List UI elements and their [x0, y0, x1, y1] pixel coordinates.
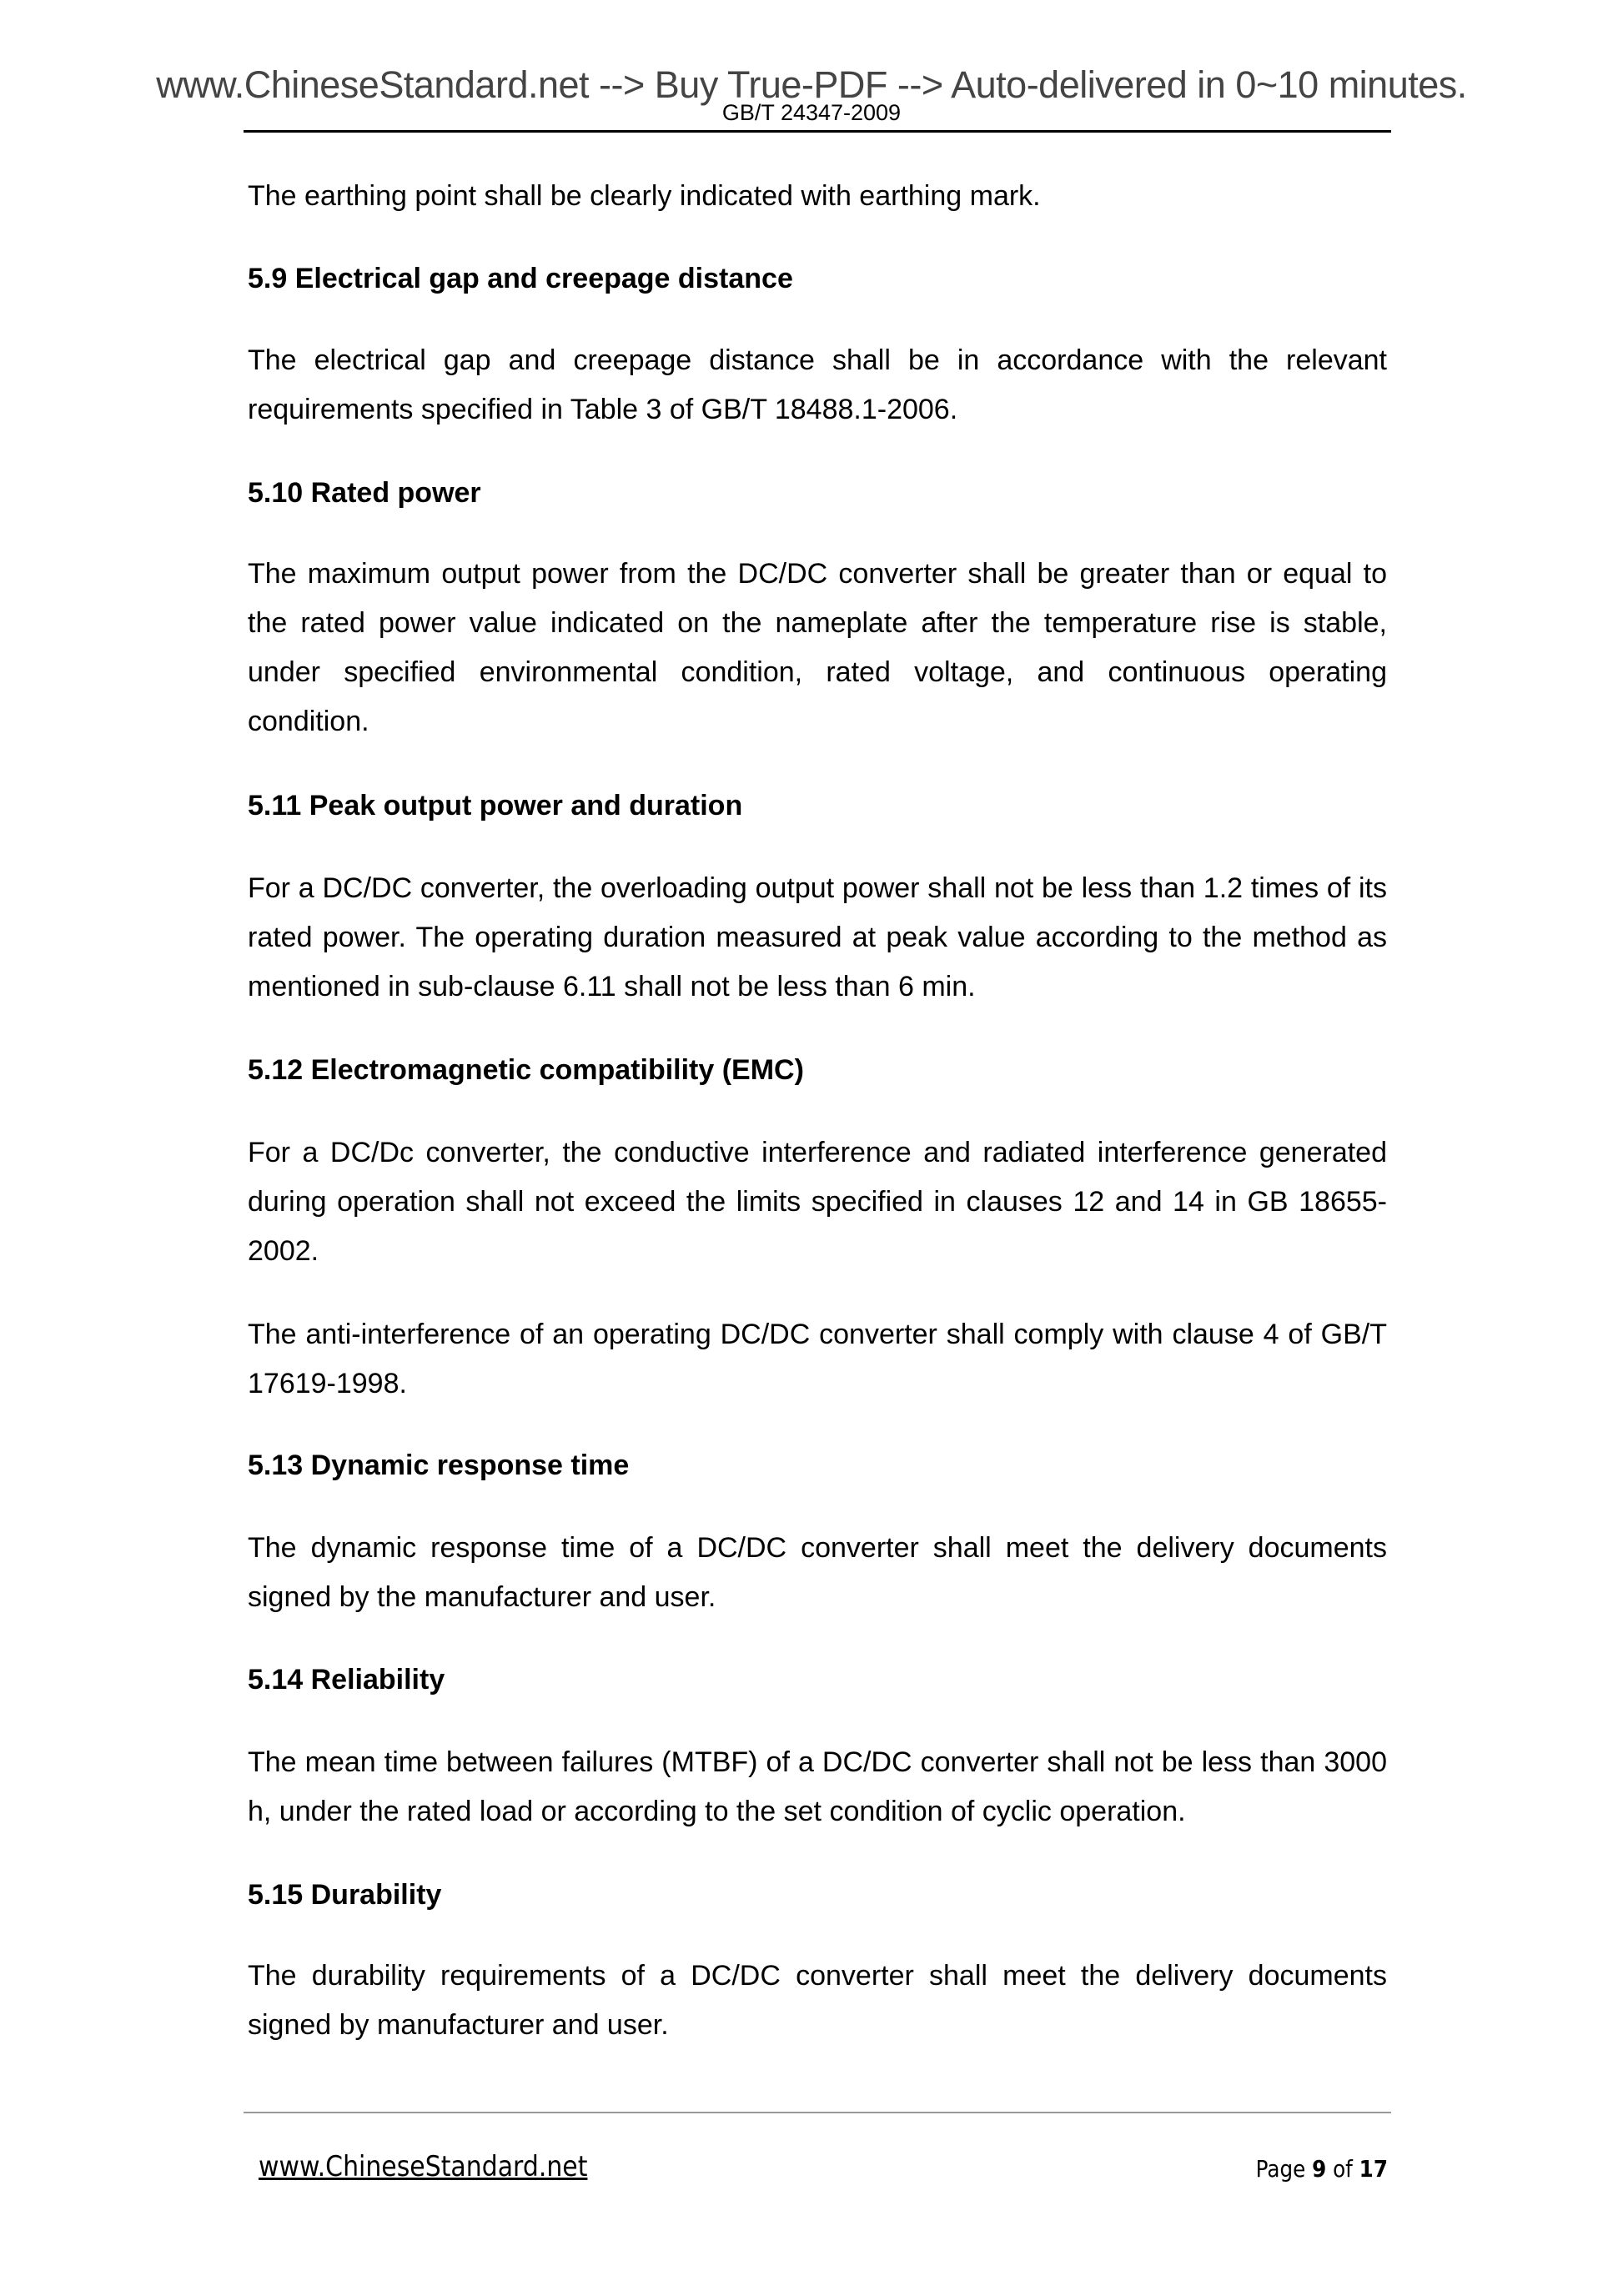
page-word: Page	[1255, 2155, 1306, 2183]
of-word: of	[1333, 2155, 1353, 2183]
current-page: 9	[1312, 2155, 1327, 2183]
section-heading-5-10: 5.10 Rated power	[248, 477, 481, 509]
footer-website-link[interactable]: www.ChineseStandard.net	[259, 2150, 588, 2183]
document-id: GB/T 24347-2009	[721, 100, 902, 125]
total-pages: 17	[1359, 2155, 1388, 2183]
paragraph: The anti-interference of an operating DC/DC converter shall comply with clause 4 of GB/T 17619-1998.	[248, 1319, 1387, 1399]
section-heading-5-14: 5.14 Reliability	[248, 1664, 445, 1696]
section-heading-5-12: 5.12 Electromagnetic compatibility (EMC)	[248, 1054, 804, 1086]
footer-divider	[244, 2112, 1391, 2113]
paragraph: For a DC/Dc converter, the conductive interference and radiated interference generated during operation shall not exceed the limits specified in clauses 12 and 14 in GB 18655-2002.	[248, 1137, 1387, 1267]
section-heading-5-11: 5.11 Peak output power and duration	[248, 790, 743, 821]
section-heading-5-15: 5.15 Durability	[248, 1879, 442, 1911]
header-banner: www.ChineseStandard.net --> Buy True-PDF --> Auto-delivered in 0~10 minutes.	[156, 63, 1467, 106]
paragraph: The durability requirements of a DC/DC converter shall meet the delivery documents signed by manufacturer and user.	[248, 1960, 1387, 2041]
page-number	[1256, 2155, 1388, 2183]
paragraph: The mean time between failures (MTBF) of a DC/DC converter shall not be less than 3000 h, under the rated load or according to the set condition of cyclic operation.	[248, 1746, 1387, 1827]
header-divider	[244, 130, 1391, 133]
paragraph: The dynamic response time of a DC/DC converter shall meet the delivery documents signed by the manufacturer and user.	[248, 1532, 1387, 1613]
paragraph: The maximum output power from the DC/DC converter shall be greater than or equal to the rated power value indicated on the nameplate after the temperature rise is stable, under specified environmental condition, rated voltage, and continuous operating condition.	[248, 558, 1387, 737]
section-heading-5-9: 5.9 Electrical gap and creepage distance	[248, 263, 793, 294]
paragraph: The electrical gap and creepage distance shall be in accordance with the relevant requirements specified in Table 3 of GB/T 18488.1-2006.	[248, 344, 1387, 425]
section-heading-5-13: 5.13 Dynamic response time	[248, 1449, 630, 1481]
paragraph: The earthing point shall be clearly indicated with earthing mark.	[248, 180, 1041, 212]
paragraph: For a DC/DC converter, the overloading output power shall not be less than 1.2 times of its rated power. The operating duration measured at peak value according to the method as mentioned in sub-clause 6.11 shall not be less than 6 min.	[248, 872, 1387, 1002]
